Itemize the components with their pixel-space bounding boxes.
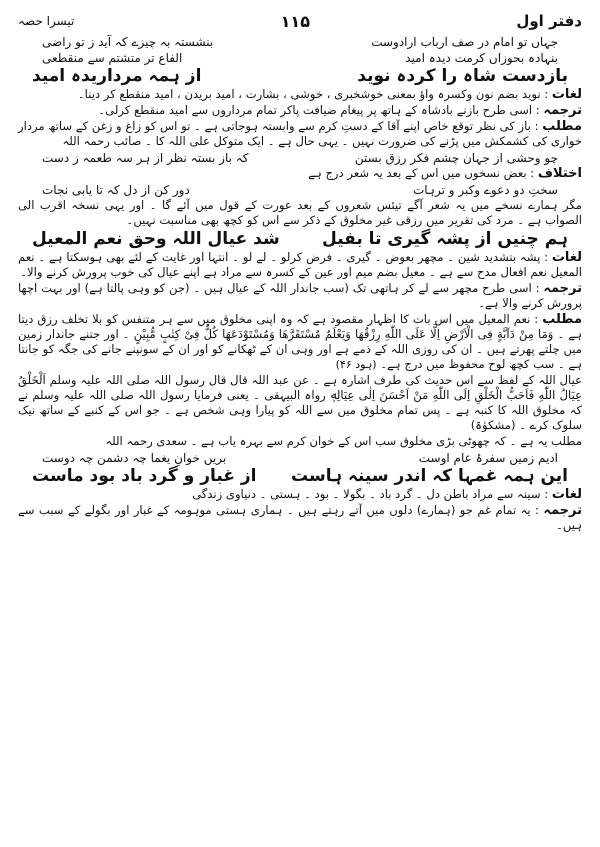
hemistich: سختِ دو دعوے وکبر و ترہات <box>412 183 558 197</box>
page-number: ۱۱۵ <box>280 11 310 31</box>
verse-line <box>18 50 582 66</box>
hemistich: بنہادہ بحوزاں کرمت دیدہ امید <box>405 51 558 65</box>
hemistich: بازدست شاہ را کردہ نوید <box>357 66 568 86</box>
page-header <box>18 8 582 34</box>
hemistich: کہ باز بستہ نظر از ہر سہ طعمہ ز دست <box>42 151 249 165</box>
body-paragraph: مگر ہمارے نسخے میں یہ شعر آگے تیئس شعروں کے بعد عورت کے قول میں آئے گا ۔ اور یہی نسخہ اقرب الی الصواب ہے ۔ مرد کی تقریر میں رزقی غیر مخلوق کے ذکر سے اس کو کچھ بھی مناسبت نہیں۔ <box>18 198 582 227</box>
section-label: لغات <box>551 87 582 102</box>
section-label: مطلب <box>542 119 582 134</box>
tarjuma-paragraph <box>18 103 582 118</box>
lughaat-paragraph <box>18 487 582 502</box>
hemistich: بنشستہ بہ چیزے کہ آید ز تو راضی <box>42 35 214 49</box>
section-text: : سینہ سے مراد باطن دل ۔ گرد باد ۔ بگولا ۔ بود ۔ ہستی ۔ دنیاوی زندگی <box>192 487 549 501</box>
section-text: : باز کی نظر توقع خاص اپنے آقا کے دستِ کرم سے وابستہ ہوجاتی ہے ۔ تو اس کو زاغ و زغن کے ساتھ مردار خواری کی کشمکش میں پڑنے کی ضرورت نہیں ۔ یہی حال ہے ۔ ایک متوکل علی اللہ کا ۔ صائب رحمہ اللہ <box>18 119 582 148</box>
verse-line <box>18 34 582 50</box>
tarjuma-paragraph <box>18 281 582 311</box>
quran-reference: (ہود ۴۶) <box>335 358 377 371</box>
summary-paragraph: مطلب یہ ہے ۔ کہ چھوٹی بڑی مخلوق سب اس کے خوان کرم سے بہرہ یاب ہے ۔ سعدی رحمہ اللہ <box>105 434 582 448</box>
matlab-paragraph <box>18 312 582 372</box>
lughaat-paragraph <box>18 87 582 102</box>
hemistich: الفاع تر متشتم سے منقطعی <box>42 51 183 65</box>
hemistich: ادیم زمیں سفرۂ عام اوست <box>418 451 558 465</box>
hemistich: شد عیال اللہ وحق نعم المعیل <box>32 229 280 249</box>
hemistich: دور کن از دل کہ تا یابی نجات <box>42 183 190 197</box>
section-text: : نوید بضم نون وکسرہ واؤ بمعنی خوشخبری ، خوشی ، بشارت ، امید بریدن ، امید منقطع کر دینا۔ <box>77 87 549 101</box>
verse-line-main <box>18 229 582 250</box>
section-label: ترجمہ <box>543 503 583 518</box>
section-label: ترجمہ <box>543 281 583 296</box>
lughaat-paragraph <box>18 250 582 280</box>
hemistich: این ہمہ غمہا کہ اندر سینہ ہاست <box>291 466 568 486</box>
section-text: : اسی طرح مچھر سے لے کر ہاتھی تک (سب جاندار اللہ کے عیال ہیں ۔ (جن کو وہی پالتا ہے) اور بہت اچھا پرورش کرنے والا ہے۔ <box>18 281 582 310</box>
section-text: : بعض نسخوں میں اس کے بعد یہ شعر درج ہے <box>308 166 535 180</box>
section-label: لغات <box>551 487 582 502</box>
section-text: : نعم المعیل میں اس بات کا اظہار مقصود ہے کہ وہ اپنی مخلوق میں سے ہر متنفس کو بلا تخلف رزق دیتا ہے ۔ وَمَا مِنْ دَآبَّةٍ فِی الْاَرْضِ اِلَّا عَلَی اللّٰهِ رِزْقُهَا وَيَعْلَمُ مُسْتَقَرَّهَا وَمُسْتَوْدَعَهَا كُلٌّ فِیْ كِتٰبٍ مُّبِیْنٍ ۔ اور جتنے جاندار زمین میں چلتے پھرتے ہیں ۔ ان کی روزی اللہ کے ذمے ہے اور وہی ان کے ٹھکانے کو اور ان کے سونپنے جانے کی جگہ کو جانتا ہے ۔ سب کچھ لوح محفوظ میں درج ہے۔ <box>18 312 582 371</box>
matlab-paragraph <box>18 119 582 149</box>
section-label: مطلب <box>542 312 582 327</box>
hemistich: ہم چنیں از پشہ گیری تا بفیل <box>322 229 568 249</box>
verse-line <box>18 182 582 198</box>
part-label: تیسرا حصہ <box>18 14 75 28</box>
section-label: ترجمہ <box>543 103 582 118</box>
section-text: : یہ تمام غم جو (ہمارے) دلوں میں آتے رہتے ہیں ۔ ہماری ہستی موہومہ کے غبار اور بگولے کے سبب سے ہیں۔ <box>18 503 582 532</box>
verse-line <box>18 150 582 166</box>
hemistich: جہاں تو امام در صف ارباب ارادوست <box>371 35 558 49</box>
verse-line-main <box>18 66 582 87</box>
section-label: لغات <box>551 250 582 265</box>
hemistich: بریں خوانِ یغما چہ دشمن چہ دوست <box>42 451 227 465</box>
hemistich: چو وحشی از جہان چشم فکر رزق بستن <box>354 151 558 165</box>
hadith-paragraph: عیال اللہ کے لفظ سے اس حدیث کی طرف اشارہ ہے ۔ عن عبد اللہ قال قال رسول اللہ صلی اللہ علیہ وسلم اَلْخَلْقُ عِیَالُ اللّٰهِ فَاَحَبُّ الْخَلْقِ اِلَی اللّٰهِ مَنْ اَحْسَنَ اِلٰی عِیَالِهٖ رواہ البیہقی ۔ یعنی فرمایا رسول اللہ صلی اللہ علیہ وسلم نے کہ مخلوق اللہ کا کنبہ ہے ۔ پس تمام مخلوق میں سے اللہ کو پیارا وہی شخص ہے ۔ جو اس کے کنبے کے ساتھ نیک سلوک کرے ۔ (مشکوٰۃ) <box>18 373 582 432</box>
book-title: دفتر اول <box>516 12 582 30</box>
tarjuma-paragraph <box>18 503 582 533</box>
section-label: اختلاف <box>537 166 582 181</box>
hemistich: از ہمہ مرداریدہ امید <box>32 66 202 86</box>
verse-line-main <box>18 466 582 487</box>
page-content <box>18 34 582 533</box>
section-text: : اسی طرح بازنے بادشاہ کے ہاتھ پر پیغام ضیافت پاکر تمام مرداروں سے امید منقطع کرلی۔ <box>98 103 540 117</box>
verse-line <box>18 450 582 466</box>
section-text: : پشہ بتشدید شین ۔ مچھر بعوض ۔ گیری ۔ فرض کرلو ۔ لے لو ۔ انتہا اور غایت کے لئے بھی ہوسکتا ہے ۔ نعم المعیل نعم افعال مدح سے ہے ۔ معیل بضم میم اور عین کے کسرہ سے مراد ہے اپنے عیال کی خوب پرورش کرنے والا۔ <box>18 250 582 279</box>
ikhtilaf-paragraph <box>18 166 582 181</box>
hemistich: از غبار و گرد باد بود ماست <box>32 466 257 486</box>
